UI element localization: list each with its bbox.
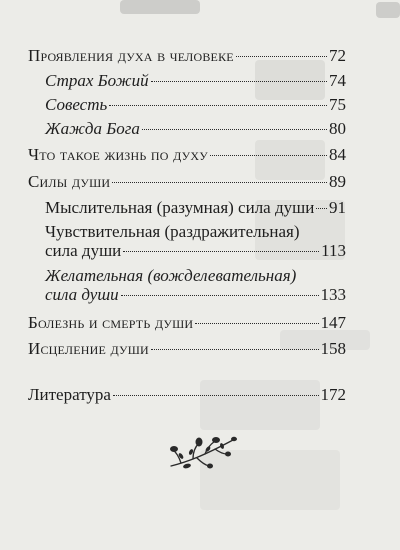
dot-leader [113,395,319,396]
toc-entry[interactable] [45,241,346,261]
toc-entry-page: 91 [329,198,346,217]
dot-leader [316,208,327,209]
toc-entry-title: Болезнь и смерть души [28,313,194,332]
floral-sprig-icon [167,432,239,474]
dot-leader [151,81,327,82]
toc-entry-page: 75 [329,95,346,114]
toc-entry-title: сила души [45,285,119,304]
toc-entry-title-line1: Желательная (вожделевательная) [45,266,297,285]
toc-entry[interactable] [45,95,346,115]
toc-entry[interactable] [28,172,346,192]
toc-entry-page: 172 [320,385,346,404]
toc-entry-page: 74 [329,71,346,90]
toc-entry-title-line1: Чувствительная (раздражительная) [45,222,300,241]
toc-entry-page: 158 [320,339,346,358]
toc-entry-page: 72 [329,46,346,65]
dot-leader [112,182,327,183]
dot-leader [109,105,327,106]
dot-leader [236,56,327,57]
toc-entry-page: 84 [329,145,346,164]
toc-entry-title: Проявления духа в человеке [28,46,234,65]
toc-entry[interactable] [45,198,346,218]
toc-entry[interactable] [28,339,346,359]
dot-leader [123,251,319,252]
toc-entry[interactable] [28,46,346,66]
toc-entry-page: 80 [329,119,346,138]
toc-entry-page: 133 [320,285,346,304]
toc-entry[interactable] [45,71,346,91]
toc-entry[interactable] [45,285,346,305]
toc-entry-title: Жажда Бога [45,119,140,138]
toc-entry[interactable] [28,313,346,333]
toc-entry-title: Что такое жизнь по духу [28,145,208,164]
dot-leader [142,129,327,130]
toc-entry-page: 113 [321,241,346,260]
toc-entry-title: Мыслительная (разумная) сила души [45,198,315,217]
dot-leader [210,155,327,156]
toc-entry[interactable] [28,145,346,165]
dot-leader [195,323,318,324]
toc-entry[interactable] [28,385,346,405]
toc-entry-title: Исцеление души [28,339,149,358]
dot-leader [121,295,319,296]
toc-entry-title: Совесть [45,95,108,114]
toc-entry-page: 89 [329,172,346,191]
toc-entry-page: 147 [320,313,346,332]
toc-entry[interactable] [45,119,346,139]
dot-leader [151,349,319,350]
toc-entry-title: Страх Божий [45,71,149,90]
toc-entry-title: Литература [28,385,111,404]
toc-entry-title: Силы души [28,172,111,191]
toc-entry-title: сила души [45,241,122,260]
